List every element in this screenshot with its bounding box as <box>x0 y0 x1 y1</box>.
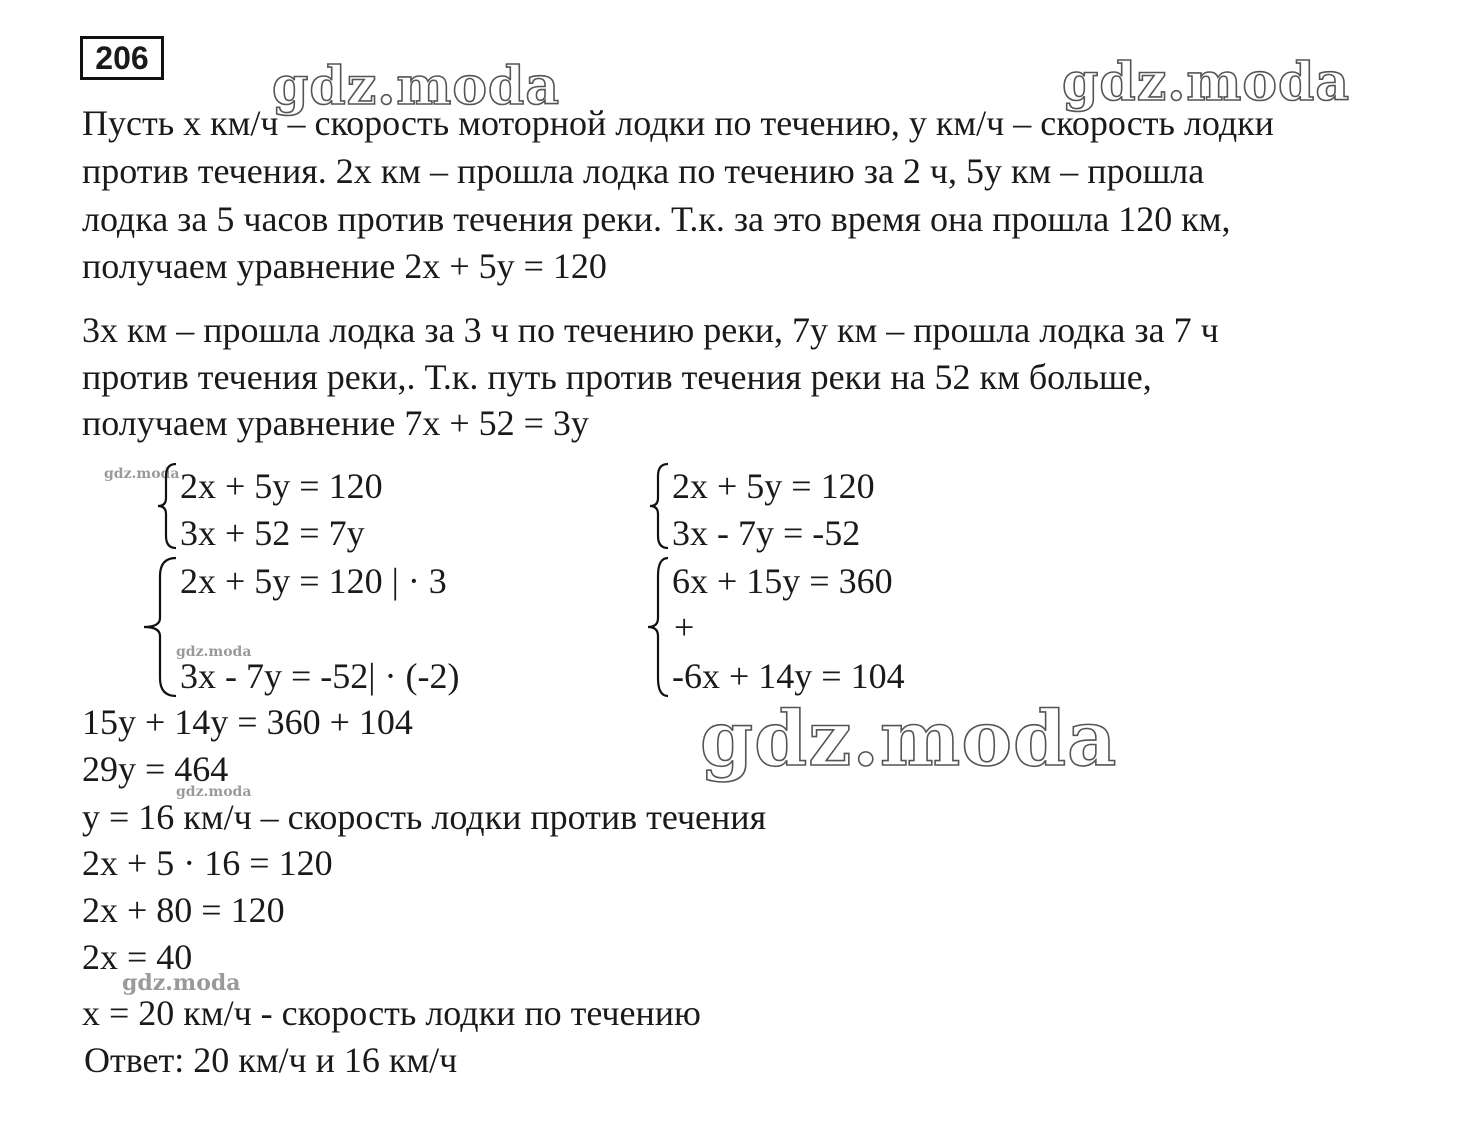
solution-step-2: 29у = 464 <box>82 749 229 789</box>
solution-step-3: у = 16 км/ч – скорость лодки против течения <box>82 797 767 837</box>
paragraph1-line-1: Пусть х км/ч – скорость моторной лодки по течению, у км/ч – скорость лодки <box>82 103 1274 143</box>
watermark-small-2: gdz.moda <box>176 644 252 660</box>
system1-eq-2: 3х + 52 = 7у <box>180 513 365 553</box>
paragraph2-line-1: 3х км – прошла лодка за 3 ч по течению реки, 7у км – прошла лодка за 7 ч <box>82 310 1219 350</box>
paragraph2-line-3: получаем уравнение 7х + 52 = 3у <box>82 403 589 443</box>
system3-eq-2: 3х - 7у = -52| · (-2) <box>180 656 460 696</box>
system2-brace <box>648 462 670 550</box>
system1-brace <box>156 462 178 550</box>
solution-step-4: 2х + 5 · 16 = 120 <box>82 843 333 883</box>
system2-eq-2: 3х - 7у = -52 <box>672 513 861 553</box>
paragraph1-line-2: против течения. 2х км – прошла лодка по течению за 2 ч, 5у км – прошла <box>82 151 1205 191</box>
system3-brace <box>142 556 178 698</box>
answer: Ответ: 20 км/ч и 16 км/ч <box>84 1040 458 1080</box>
paragraph1-line-4: получаем уравнение 2х + 5у = 120 <box>82 246 607 286</box>
solution-step-6: 2х = 40 <box>82 937 193 977</box>
system3-eq-1: 2х + 5у = 120 | · 3 <box>180 561 447 601</box>
system4-eq-2: -6х + 14у = 104 <box>672 656 905 696</box>
watermark-small-3: gdz.moda <box>176 784 252 800</box>
watermark-small-4: gdz.moda <box>122 970 241 996</box>
watermark-top-right: gdz.moda <box>1062 52 1351 113</box>
watermark-small-1: gdz.moda <box>104 466 180 482</box>
paragraph1-line-3: лодка за 5 часов против течения реки. Т.к. за это время она прошла 120 км, <box>82 199 1231 239</box>
paragraph2-line-2: против течения реки,. Т.к. путь против течения реки на 52 км больше, <box>82 357 1152 397</box>
solution-step-7: х = 20 км/ч - скорость лодки по течению <box>82 993 701 1033</box>
solution-step-1: 15у + 14у = 360 + 104 <box>82 702 413 742</box>
task-number: 206 <box>80 36 164 80</box>
system2-eq-1: 2х + 5у = 120 <box>672 466 875 506</box>
watermark-top-left: gdz.moda <box>272 56 561 117</box>
system4-plus: + <box>674 607 695 647</box>
system4-eq-1: 6х + 15у = 360 <box>672 561 893 601</box>
system1-eq-1: 2х + 5у = 120 <box>180 466 383 506</box>
watermark-center: gdz.moda <box>700 694 1118 783</box>
solution-step-5: 2х + 80 = 120 <box>82 890 285 930</box>
system4-brace <box>646 556 670 698</box>
